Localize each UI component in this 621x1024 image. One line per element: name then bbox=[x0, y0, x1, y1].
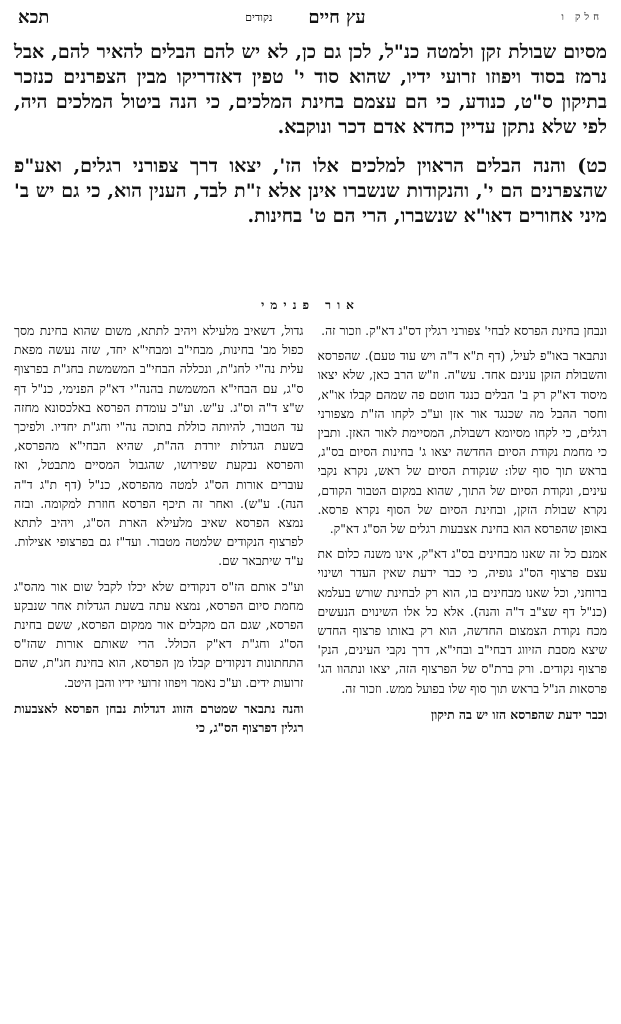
page-number: תכא bbox=[18, 6, 50, 28]
commentary-title: אור פנימי bbox=[261, 298, 360, 312]
left-paragraph-1: גדול, דשאיב מלעילא ויהיב לתתא, משום שהוא בחינת מסך כפול מב' בחינות, מבחי"ב ומבחי"א יחד, שזה נעשה מפאת עלית נה"י לחג"ת, ונכללה הבחי"ב המשמשת בחג"ת בפרצוף ס"ג, עם הבחי"א המשמשת בהנה"י דא"ק הפנימי, כנ"ל דף ש"צ ד"ה וס"ג. ע"ש. וע"כ עומדת הפרסא באלכסונא מחזה עד הטבור, להיותה כוללת בתוכה נה"י וחג"ת יחדיו. ולפיכך בשעת הגדלות יורדת הה"ת, שהיא הבחי"א מהפרסא, והפרסא נבקעת שפירושו, שהגבול המסיים מתבטל, ואז עוברים אורות הס"ג למטה מהפרסא, כנ"ל (דף ת"ג ד"ה הנה). ע"ש). ואחר זה תיכף הפרסא חוזרת למקומה. ובזה נמצא הפרסא שאיב מלעילא הארת הס"ג, ויהיב לתתא לפרצוף הנקודים שלמטה מטבור. ועד"ז גם בפרצופי אצילות. ע"ד שיתבאר שם. bbox=[14, 324, 304, 569]
main-text bbox=[14, 40, 607, 243]
right-paragraph-1: ונבחן בחינת הפרסא לבחי' צפורני רגלין דס"ג דא"ק. וזכור זה. bbox=[321, 324, 607, 338]
page-header bbox=[18, 4, 603, 30]
main-paragraph-2: כט) והנה הבלים הראוין למלכים אלו הז', יצאו דרך צפורני רגלים, ואע"פ שהצפרנים הם י', והנקודות שנשברו אינן אלא ז"ת לבד, הענין הוא, כי גם יש ב' מיני אחורים דאו"א שנשברו, הרי הם ט' בחינות. bbox=[14, 155, 607, 227]
left-paragraph-3: והנה נתבאר שמטרם הזווג דגדלות נבחן הפרסא לאצבעות רגלין דפרצוף הס"ג, כי bbox=[14, 700, 304, 736]
main-paragraph-1: מסיום שבולת זקן ולמטה כנ"ל, לכן גם כן, לא יש להם הבלים להאיר להם, אבל נרמז בסוד ויפוזו זרועי ידיו, שהוא סוד י' טפין דאזדריקו מבין הצפרנים כנזכר בתיקון ס"ט, כנודע, כי הם עצמם בחינת המלכים, כי הנה ביטול המלכים היה, לפי שלא נתקן עדיין כחדא אדם דכר ונוקבא. bbox=[14, 41, 607, 138]
commentary-columns bbox=[14, 322, 607, 1016]
part-label: חלק ו bbox=[561, 11, 603, 23]
left-column bbox=[14, 322, 304, 1016]
right-column bbox=[318, 322, 608, 1016]
section-subtitle: נקודים bbox=[245, 10, 273, 24]
right-paragraph-4: וכבר ידעת שהפרסא הזו יש בה תיקון bbox=[431, 706, 607, 722]
right-paragraph-3: אמנם כל זה שאנו מבחינים בס"ג דא"ק, אינו משנה כלום את עצם פרצוף הס"ג גופיה, כי כבר ידעת שאין העדר ושינוי ברוחני, וכל שאנו מבחינים בו, הוא רק לבחינת שורש בעלמא (כנ"ל דף שצ"ב ד"ה והנה). אלא כל אלו השינוים הנעשים מכח נקודת הצמצום החדשה, הוא רק באותו פרצוף החדש שיצא מסבת הזיווג דבחי"ב ובחי"א, דרך נקבי העינים, הנק' פרצוף נקודים. ורק ברת"ס של הפרצוף הזה, יצאו ונתהוו הג' פרסאות הנ"ל בראש תוך סוף שלו בפועל ממש. וזכור זה. bbox=[317, 547, 607, 696]
left-paragraph-2: וע"כ אותם הז"ס דנקודים שלא יכלו לקבל שום אור מהס"ג מחמת סיום הפרסא, נמצא עתה בשעת הגדלות אחר שנבקע הפרסא, שגם הם מקבלים אור ממקום הפרסא, ששם בחינת הס"ג וחג"ת דא"ק הכולל. הרי שאותם אורות שהז"ס התחתונות דנקודים קבלו מן הפרסא, הוא בחינת חג"ת, שהם זרועות ידים. וע"כ נאמר ויפוזו זרועי ידיו והבן היטב. bbox=[14, 579, 304, 690]
header-center bbox=[245, 7, 365, 28]
right-paragraph-2: ונתבאר באו"פ לעיל, (דף ת"א ד"ה ויש עוד טעם). שהפרסא והשבולת הזקן ענינם אחד. עש"ה. וז"ש הרב כאן, שלא יצאו מיסוד דא"ק רק ב' הבלים כנגד חוטם פה שמהם קבלו או"א, וחסר ההבל מה שכנגד אור אזן וע"כ לקחו הז"ת מצפורני רגלים, כי לקחו מסיומא דשבולת, המסיימת לאור האזן. ותבין כי מחמת נקודת הסיום החדשה יצאו ג' בחינות הסיום בס"ג, בראש תוך סוף שלו: שנקודת הסיום של ראש, נקרא נקבי עינים, ונקודת הסיום של התוך, שהוא במקום הטבור הקודם, נקרא שבולת הזקן, ובחינת הסיום של הסוף נקרא פרסא. באופן שהפרסא הוא בחינת אצבעות רגלים של הס"ג דא"ק. bbox=[317, 349, 607, 537]
book-title: עץ חיים bbox=[308, 6, 366, 28]
